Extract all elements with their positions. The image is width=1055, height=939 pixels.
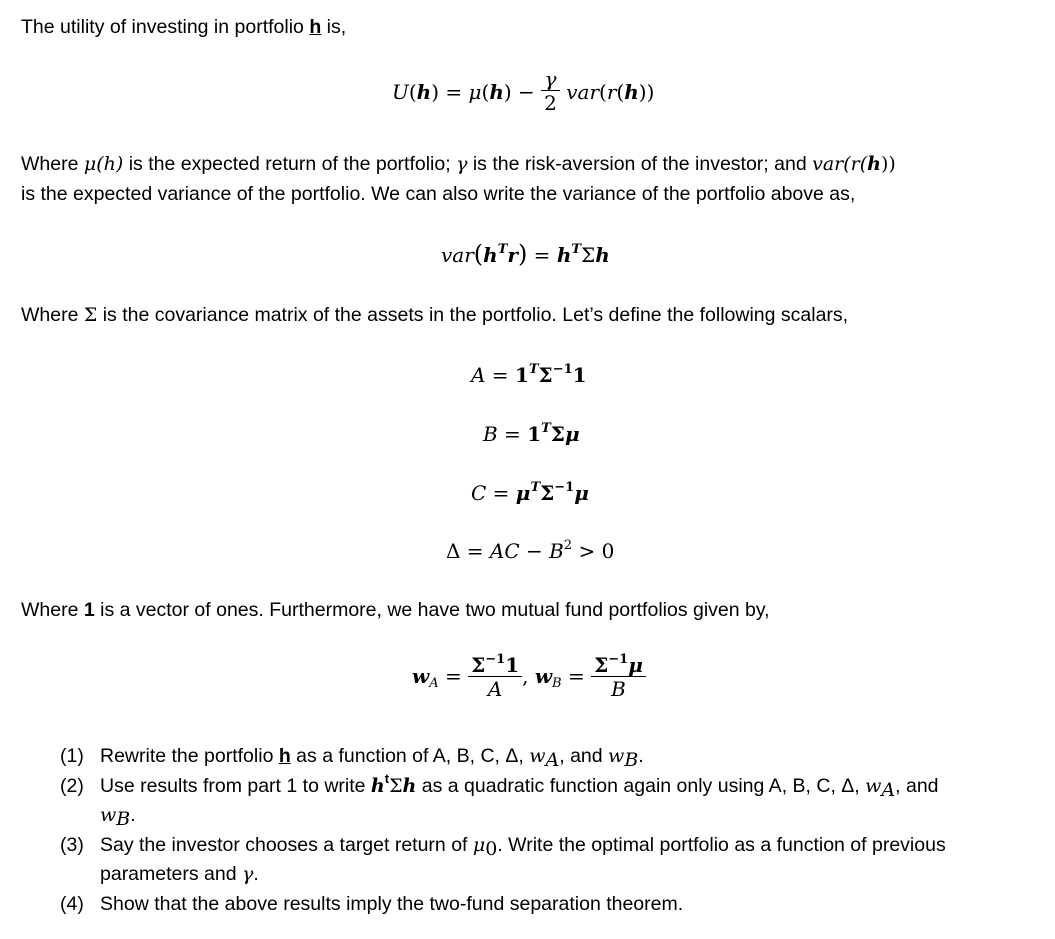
l1-post: as a function of A, B, C, Δ, (290, 745, 530, 767)
l3-mu: μ (472, 834, 486, 856)
equation-b: $B = 1^T\Sigma\mu$ (483, 421, 580, 446)
where-line-1 (21, 151, 896, 177)
l3-post: . Write the optimal portfolio as a function of previous parameters and (100, 834, 946, 885)
l2-mid: , and (895, 775, 939, 797)
l1-wb: w (608, 745, 625, 767)
list-text-4: Show that the above results imply the two-fund separation theorem. (100, 893, 684, 915)
list-text-1 (100, 742, 1050, 771)
l3-mu-sub: 0 (485, 838, 498, 860)
equation-delta: Δ = AC − $B^2 > 0$ (446, 538, 615, 563)
list-text-2 (100, 772, 1050, 830)
where3-a: Where (21, 599, 84, 621)
intro-after: is, (321, 16, 347, 38)
l2-h2: h (402, 775, 417, 797)
l2-wb: w (100, 804, 117, 826)
l2-wa-sub: A (881, 779, 896, 801)
l2-sup: t (384, 771, 390, 786)
l1-wa-sub: A (545, 749, 560, 771)
l1-wb-sub: B (624, 749, 639, 771)
utility-equation: U(h) = μ(h) − $\frac{\gamma}{2}$ var(r(h)) (392, 67, 655, 115)
where3-b: is a vector of ones. Furthermore, we have two mutual fund portfolios given by, (94, 599, 770, 621)
l2-wa: w (865, 775, 882, 797)
where-line-2 (21, 302, 848, 328)
list-num-4: (4) (60, 893, 84, 915)
l2-post: as a quadratic function again only using A, B, C, Δ, (416, 775, 866, 797)
mutual-fund-equation: $w_A$ = $\frac{\Sigma^{-1}1}{A}$ , $w_B$ = $\frac{\Sigma^{-1}\mu}{B}$ (412, 654, 646, 701)
intro-before: The utility of investing in portfolio (21, 16, 310, 38)
list-num-3: (3) (60, 834, 84, 856)
where3-one: 1 (83, 599, 95, 621)
l2-wb-sub: B (116, 808, 131, 830)
where1-mu-h: μ(h) (83, 153, 124, 175)
where2-sigma: Σ (83, 304, 98, 326)
where2-a: Where (21, 304, 84, 326)
where1-var-h: h (867, 153, 881, 175)
l1-wa: w (529, 745, 546, 767)
where-line-3 (21, 597, 770, 623)
intro-line (21, 14, 346, 40)
where1-var-close: )) (880, 153, 896, 175)
l1-mid: , and (559, 745, 609, 767)
l1-pre: Rewrite the portfolio (100, 745, 279, 767)
l1-h: h (278, 745, 291, 767)
where1-var: var(r( (812, 153, 868, 175)
where1-a: Where (21, 153, 84, 175)
intro-h: h (309, 16, 322, 38)
variance-equation: $var(h^Tr) = h^T\Sigma h$ (441, 240, 610, 268)
l3-end: . (253, 863, 259, 885)
l2-pre: Use results from part 1 to write (100, 775, 371, 797)
equation-a: $A = 1^T\Sigma^{-1}1$ (471, 362, 587, 387)
list-num-1: (1) (60, 745, 84, 767)
l3-pre: Say the investor chooses a target return of (100, 834, 473, 856)
where1-c: is the risk-aversion of the investor; and (467, 153, 813, 175)
where1-b: is the expected return of the portfolio; (123, 153, 457, 175)
where-line-1b: is the expected variance of the portfolio. We can also write the variance of the portfolio above as, (21, 183, 856, 205)
l1-end: . (638, 745, 644, 767)
l3-gamma: γ (242, 863, 254, 885)
l2-end: . (130, 804, 136, 826)
where2-b: is the covariance matrix of the assets in the portfolio. Let’s define the following scalars, (97, 304, 849, 326)
l2-sigma: Σ (389, 775, 403, 797)
l2-h: h (370, 775, 385, 797)
where1-gamma: γ (456, 153, 468, 175)
list-text-3 (100, 831, 1000, 889)
list-num-2: (2) (60, 775, 84, 797)
equation-c: $C = \mu^T\Sigma^{-1}\mu$ (471, 480, 589, 505)
